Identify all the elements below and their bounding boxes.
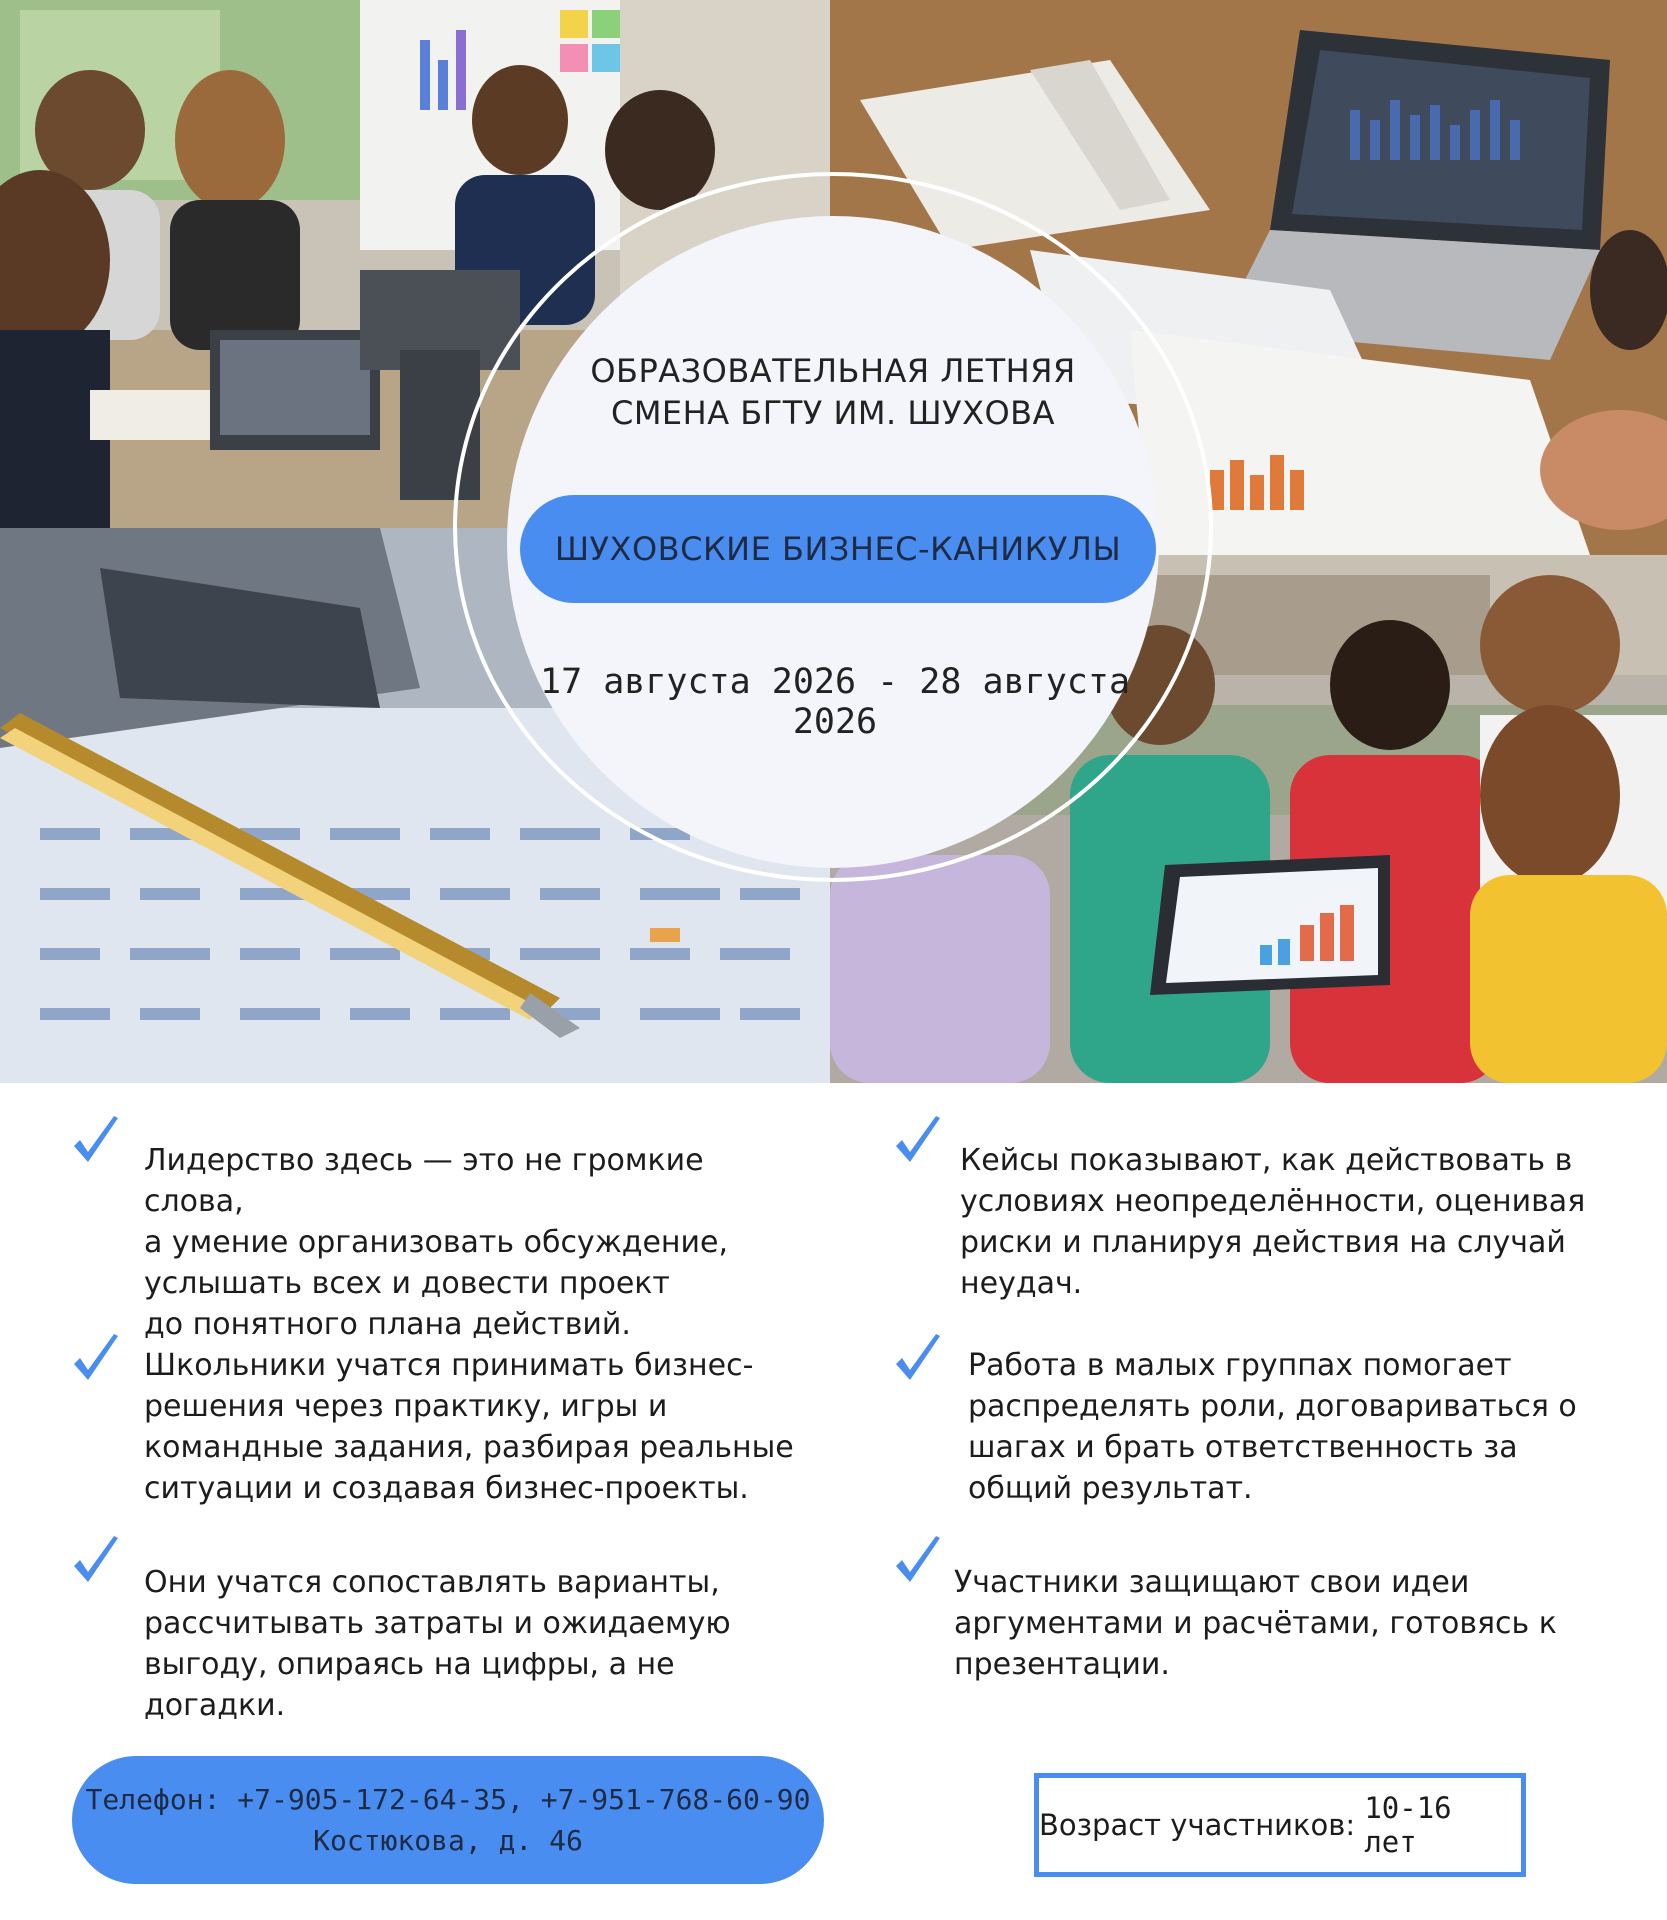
feature-text: Школьники учатся принимать бизнес- решения через практику, игры и командные задания, разбирая реальные ситуации и создавая бизнес-проекты. bbox=[144, 1348, 794, 1506]
checkmark-icon bbox=[70, 1112, 122, 1172]
checkmark-icon bbox=[892, 1112, 944, 1172]
feature-text: Кейсы показывают, как действовать в условиях неопределённости, оценивая риски и планируя действия на случай неудач. bbox=[960, 1143, 1586, 1301]
title-line-2: СМЕНА БГТУ ИМ. ШУХОВА bbox=[610, 394, 1056, 432]
feature-text: Работа в малых группах помогает распределять роли, договариваться о шагах и брать ответственность за общий результат. bbox=[968, 1348, 1577, 1506]
title-line-1: ОБРАЗОВАТЕЛЬНАЯ ЛЕТНЯЯ bbox=[590, 352, 1076, 390]
feature-text: Лидерство здесь — это не громкие слова, а умение организовать обсуждение, услышать всех и довести проект до понятного плана действий. bbox=[144, 1143, 729, 1342]
checkmark-icon bbox=[892, 1532, 944, 1592]
age-value: 10-16 лет bbox=[1364, 1791, 1452, 1859]
feature-text: Они учатся сопоставлять варианты, рассчитывать затраты и ожидаемую выгоду, опираясь на цифры, а не догадки. bbox=[144, 1565, 731, 1723]
phone-numbers: Телефон: +7-905-172-64-35, +7-951-768-60-90 bbox=[85, 1783, 811, 1816]
address: Костюкова, д. 46 bbox=[313, 1824, 583, 1857]
checkmark-icon bbox=[70, 1330, 122, 1390]
program-name-banner bbox=[520, 495, 1156, 603]
feature-text: Участники защищают свои идеи аргументами и расчётами, готовясь к презентации. bbox=[954, 1565, 1557, 1682]
event-dates: 17 августа 2026 - 28 августа 2026 bbox=[540, 662, 1131, 742]
age-requirement-box bbox=[1034, 1773, 1526, 1877]
program-name: ШУХОВСКИЕ БИЗНЕС-КАНИКУЛЫ bbox=[554, 530, 1122, 568]
page-title bbox=[570, 350, 1096, 434]
checkmark-icon bbox=[70, 1532, 122, 1592]
age-label: Возраст участников: bbox=[1039, 1808, 1365, 1842]
checkmark-icon bbox=[892, 1330, 944, 1390]
contact-banner bbox=[72, 1756, 824, 1884]
